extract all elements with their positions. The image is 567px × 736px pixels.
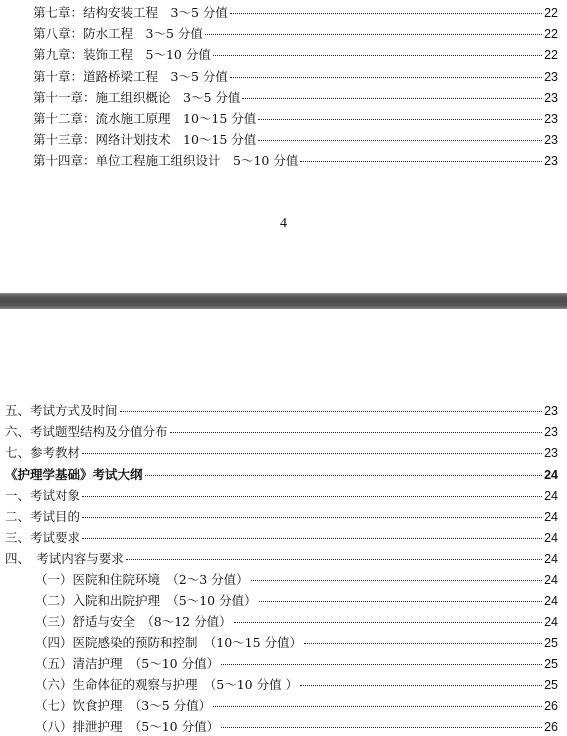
toc-entry[interactable] xyxy=(5,506,558,527)
toc-entry[interactable] xyxy=(5,527,558,548)
toc-entry-title: 一、考试对象 xyxy=(5,488,81,503)
toc-entry-page: 23 xyxy=(544,112,558,126)
page-separator xyxy=(0,293,567,309)
toc-entry[interactable] xyxy=(35,569,558,590)
toc-dot-leader xyxy=(213,55,542,56)
toc-dot-leader xyxy=(230,13,542,14)
document-page-bottom xyxy=(0,309,567,736)
toc-entry-page: 22 xyxy=(544,48,558,62)
document-page-top xyxy=(0,0,567,293)
toc-entry-title: 第十二章：流水施工原理 10～15 分值 xyxy=(33,111,257,126)
toc-entry-page: 23 xyxy=(544,404,558,418)
toc-entry-title: （四）医院感染的预防和控制 （10～15 分值） xyxy=(35,635,303,650)
toc-entry-title: 四、 考试内容与要求 xyxy=(5,551,124,566)
toc-entry-title: （二）入院和出院护理 （5～10 分值） xyxy=(35,593,257,608)
toc-entry[interactable] xyxy=(5,485,558,506)
toc-dot-leader xyxy=(251,580,542,581)
toc-entry-page: 22 xyxy=(544,6,558,20)
toc-dot-leader xyxy=(82,496,542,497)
toc-entry-title: 二、考试目的 xyxy=(5,509,81,524)
toc-entry[interactable] xyxy=(35,653,558,674)
toc-entry[interactable] xyxy=(35,674,558,695)
toc-dot-leader xyxy=(145,475,543,476)
toc-dot-leader xyxy=(230,77,542,78)
toc-entry-page: 23 xyxy=(544,154,558,168)
toc-entry-page: 25 xyxy=(544,678,558,692)
toc-entry-title: （五）清洁护理 （5～10 分值） xyxy=(35,656,220,671)
toc-dot-leader xyxy=(258,119,542,120)
toc-dot-leader xyxy=(82,538,542,539)
toc-dot-leader xyxy=(300,161,542,162)
toc-entry-title: （七）饮食护理 （3～5 分值） xyxy=(35,698,212,713)
toc-entry-title: 第七章：结构安装工程 3～5 分值 xyxy=(33,5,228,20)
toc-entry-page: 24 xyxy=(544,531,558,545)
toc-entry[interactable] xyxy=(35,695,558,716)
toc-dot-leader xyxy=(300,685,542,686)
toc-dot-leader xyxy=(170,432,543,433)
toc-dot-leader xyxy=(304,643,542,644)
toc-entry[interactable] xyxy=(35,611,558,632)
toc-entry-page: 26 xyxy=(544,699,558,713)
toc-entry[interactable] xyxy=(5,464,558,485)
toc-entry[interactable] xyxy=(33,108,558,129)
toc-entry[interactable] xyxy=(5,442,558,463)
toc-entry-page: 24 xyxy=(544,573,558,587)
toc-entry[interactable] xyxy=(33,129,558,150)
toc-entry-title: 第九章：装饰工程 5～10 分值 xyxy=(33,47,211,62)
toc-dot-leader xyxy=(120,411,543,412)
toc-entry-page: 24 xyxy=(544,510,558,524)
toc-entry[interactable] xyxy=(5,400,558,421)
toc-entry-title: 《护理学基础》考试大纲 xyxy=(5,467,143,482)
toc-dot-leader xyxy=(234,622,543,623)
toc-dot-leader xyxy=(221,664,542,665)
page-number: 4 xyxy=(280,216,287,231)
toc-entry-title: 七、参考教材 xyxy=(5,445,81,460)
toc-entry[interactable] xyxy=(35,590,558,611)
toc-entry-page: 23 xyxy=(544,425,558,439)
toc-entry[interactable] xyxy=(5,421,558,442)
toc-entry-title: 五、考试方式及时间 xyxy=(5,403,118,418)
toc-entry-title: （六）生命体征的观察与护理 （5～10 分值 ） xyxy=(35,677,299,692)
toc-entry-page: 24 xyxy=(544,552,558,566)
toc-entry-page: 25 xyxy=(544,657,558,671)
toc-entry-page: 23 xyxy=(544,446,558,460)
toc-entry[interactable] xyxy=(35,632,558,653)
toc-entry[interactable] xyxy=(33,150,558,171)
toc-entry-page: 24 xyxy=(544,489,558,503)
toc-entry-page: 24 xyxy=(544,594,558,608)
toc-entry-title: 第八章：防水工程 3～5 分值 xyxy=(33,26,203,41)
toc-dot-leader xyxy=(82,453,542,454)
toc-dot-leader xyxy=(82,517,542,518)
toc-entry-page: 26 xyxy=(544,720,558,734)
toc-entry[interactable] xyxy=(35,716,558,736)
toc-entry-page: 24 xyxy=(544,468,558,482)
toc-entry-page: 23 xyxy=(544,91,558,105)
toc-entry[interactable] xyxy=(33,66,558,87)
toc-entry[interactable] xyxy=(33,2,558,23)
toc-entry[interactable] xyxy=(33,87,558,108)
toc-dot-leader xyxy=(213,706,542,707)
toc-entry[interactable] xyxy=(5,548,558,569)
toc-entry-page: 24 xyxy=(544,615,558,629)
toc-entry-page: 23 xyxy=(544,70,558,84)
toc-entry-page: 25 xyxy=(544,636,558,650)
toc-dot-leader xyxy=(258,140,542,141)
toc-entry-title: 第十三章：网络计划技术 10～15 分值 xyxy=(33,132,257,147)
toc-entry-title: （三）舒适与安全 （8～12 分值） xyxy=(35,614,232,629)
toc-entry-title: 六、考试题型结构及分值分布 xyxy=(5,424,168,439)
toc-entry-title: （一）医院和住院环境 （2～3 分值） xyxy=(35,572,249,587)
toc-entry-title: （八）排泄护理 （5～10 分值） xyxy=(35,719,220,734)
toc-dot-leader xyxy=(259,601,543,602)
toc-entry[interactable] xyxy=(33,23,558,44)
toc-dot-leader xyxy=(221,727,542,728)
toc-entry-title: 第十章：道路桥梁工程 3～5 分值 xyxy=(33,69,228,84)
toc-entry-title: 第十一章：施工组织概论 3～5 分值 xyxy=(33,90,241,105)
toc-entry-title: 第十四章：单位工程施工组织设计 5～10 分值 xyxy=(33,153,299,168)
toc-entry-page: 23 xyxy=(544,133,558,147)
toc-dot-leader xyxy=(242,98,542,99)
toc-dot-leader xyxy=(126,559,542,560)
toc-entry-title: 三、考试要求 xyxy=(5,530,81,545)
toc-entry-page: 22 xyxy=(544,27,558,41)
toc-entry[interactable] xyxy=(33,44,558,65)
toc-dot-leader xyxy=(205,34,542,35)
